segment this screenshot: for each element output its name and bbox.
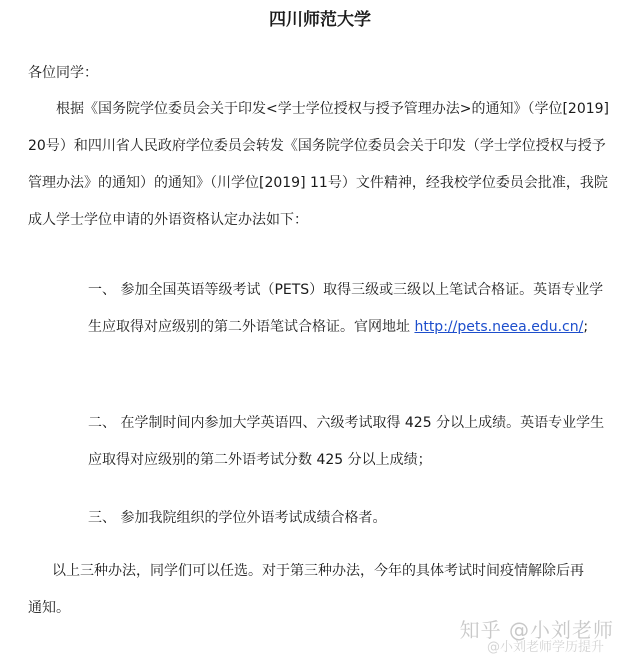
- salutation: 各位同学：: [28, 65, 98, 81]
- pets-website-link[interactable]: http://pets.neea.edu.cn/: [414, 319, 584, 335]
- document-title: 四川师范大学: [269, 10, 371, 30]
- zhihu-watermark: 知乎 @小刘老师: [459, 618, 614, 642]
- list-item-1: [88, 272, 608, 346]
- weibo-watermark: @小刘老师学历提升: [486, 640, 604, 655]
- closing-paragraph: 以上三种办法，同学们可以任选。对于第三种办法，今年的具体考试时间疫情解除后再通知。: [28, 563, 584, 616]
- list-item-1-text: 一、 参加全国英语等级考试（PETS）取得三级或三级以上笔试合格证。英语专业学生应取得对应级别的第二外语笔试合格证。官网地址: [88, 282, 604, 335]
- list-item-3: 三、 参加我院组织的学位外语考试成绩合格者。: [88, 510, 387, 526]
- list-item-1-end: ;: [583, 319, 589, 335]
- intro-paragraph: 根据《国务院学位委员会关于印发<学士学位授权与授予管理办法>的通知》（学位[2019]20号）和四川省人民政府学位委员会转发《国务院学位委员会关于印发（学士学位授权与授予管理办法》的通知）的通知》（川学位[2019] 11号）文件精神，经我校学位委员会批准，我院成人学士学位申请的外语资格认定办法如下：: [28, 101, 610, 228]
- list-item-2: 二、 在学制时间内参加大学英语四、六级考试取得 425 分以上成绩。英语专业学生应取得对应级别的第二外语考试分数 425 分以上成绩；: [88, 415, 605, 468]
